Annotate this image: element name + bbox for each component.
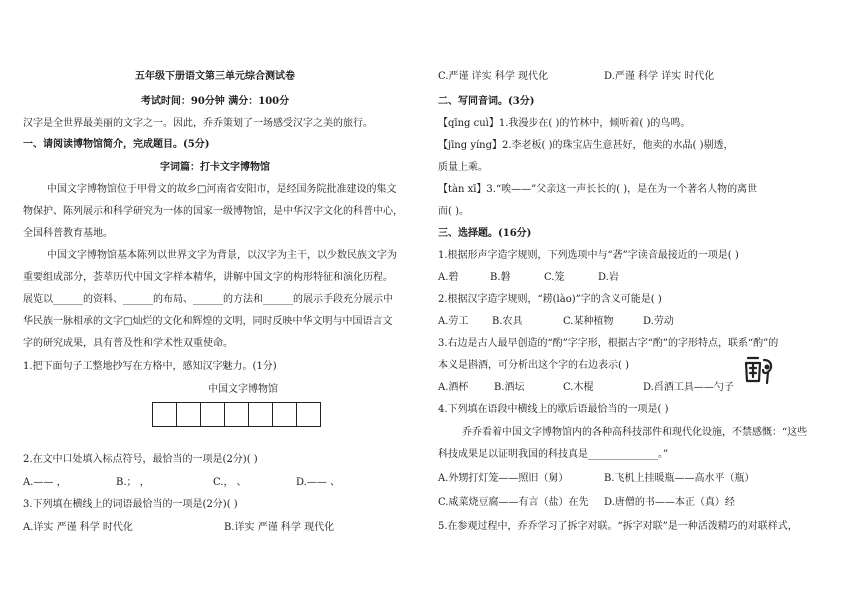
c2-option-a: A.劳工 [438,316,469,327]
c4-option-a: A.外甥打灯笼——照旧（舅） [438,473,569,484]
q2-option-c: C.， 、 [213,477,247,488]
c4-option-b: B.飞机上挂暖瓶——高水平（瓶） [604,473,755,484]
choice-1: 1.根据形声字造字规则，下列选项中与“砻”字读音最接近的一项是( ) [438,250,739,261]
c3-option-c: C.木棍 [563,382,594,393]
homophone-2-cont: 质量上乘。 [438,162,488,173]
q3-option-b: B.详实 严谨 科学 现代化 [224,522,335,533]
grid-cell[interactable] [176,402,201,427]
subsection-title: 字词篇：打卡文字博物馆 [160,162,270,173]
intro-text: 汉字是全世界最美丽的文字之一。因此，乔乔策划了一场感受汉字之美的旅行。 [23,118,373,129]
para2-line4: 华民族一脉相承的文字□灿烂的文化和辉煌的文明，同时反映中华文明与中国语言文 [23,316,393,327]
para1-line3: 全国科普教育基地。 [23,228,113,239]
para2-line1: 中国文字博物馆基本陈列以世界文字为背景，以汉字为主干，以少数民族文字为 [47,250,397,261]
c3-option-b: B.酒坛 [494,382,525,393]
page-title: 五年级下册语文第三单元综合测试卷 [135,71,295,82]
grid-cell[interactable] [272,402,297,427]
grid-cell[interactable] [224,402,249,427]
section-3-heading: 三、选择题。(16分) [438,228,532,239]
c1-option-c: C.笼 [544,272,565,283]
writing-grid[interactable] [152,402,320,427]
section-2-heading: 二、写同音词。(3分) [438,96,535,107]
c3-option-a: A.酒杯 [438,382,469,393]
q2-option-a: A.—— ， [23,477,67,488]
q3-option-a: A.详实 严谨 科学 时代化 [23,522,133,533]
choice-3: 3.右边是古人最早创造的“酌”字字形，根据古字“酌”的字形特点，联系“酌”的 [438,338,779,349]
para2-line5: 字的研究成果，具有普及性和学术性双重使命。 [23,338,233,349]
question-2: 2.在文中口处填入标点符号，最恰当的一项是(2分)( ) [23,454,258,465]
para1-line1: 中国文字博物馆位于甲骨文的故乡□河南省安阳市，是经国务院批准建设的集文 [47,184,397,195]
c3-option-d: D.舀酒工具——勺子 [643,382,734,393]
c2-option-c: C.某种植物 [563,316,614,327]
q3-option-c: C.严谨 详实 科学 现代化 [438,71,549,82]
c1-option-a: A.碧 [438,272,459,283]
c2-option-d: D.劳动 [643,316,674,327]
c1-option-b: B.磐 [490,272,511,283]
grid-cell[interactable] [296,402,321,427]
homophone-3-cont: 而( )。 [438,206,469,217]
choice-2: 2.根据汉字造字规则，“耢(lào)”字的含义可能是( ) [438,294,662,305]
para2-line2: 重要组成部分，荟萃历代中国文字样本精华，讲解中国文字的构形特征和演化历程。 [23,272,393,283]
c2-option-b: B.农具 [492,316,523,327]
ancient-zhuo-glyph-icon [742,352,776,386]
question-1: 1.把下面句子工整地抄写在方格中，感知汉字魅力。(1分) [23,361,277,372]
q2-option-d: D.—— 、 [296,477,341,488]
q3-option-d: D.严谨 科学 详实 时代化 [604,71,715,82]
q2-option-b: B.； ， [116,477,150,488]
copy-sentence: 中国文字博物馆 [208,384,278,395]
grid-cell[interactable] [152,402,177,427]
c4-option-c: C.咸菜烧豆腐——有言（盐）在先 [438,497,589,508]
question-3: 3.下列填在横线上的词语最恰当的一项是(2分)( ) [23,499,238,510]
grid-cell[interactable] [248,402,273,427]
choice-4-passage-1: 乔乔看着中国文字博物馆内的各种高科技部件和现代化设施，不禁感慨：“这些 [462,427,808,438]
choice-4: 4.下列填在语段中横线上的歇后语最恰当的一项是( ) [438,404,669,415]
choice-5: 5.在参观过程中，乔乔学习了拆字对联。“拆字对联”是一种活泼精巧的对联样式， [438,521,798,532]
homophone-3: 【tàn xī】3.“唉——”父亲这一声长长的( )，是在为一个著名人物的离世 [438,184,758,195]
para1-line2: 物保护、陈列展示和科学研究为一体的国家一级博物馆，是中华汉字文化的科普中心， [23,206,403,217]
choice-4-passage-2: 科技成果足以证明我国的科技真是______________。” [438,449,669,460]
section-1-heading: 一、请阅读博物馆简介，完成题目。(5分) [23,139,210,150]
exam-meta: 考试时间：90分钟 满分：100分 [140,96,290,107]
grid-cell[interactable] [200,402,225,427]
choice-3-cont: 本义是斟酒，可分析出这个字的右边表示( ) [438,360,629,371]
homophone-1: 【qīng cuì】1.我漫步在( )的竹林中，倾听着( )的鸟鸣。 [438,118,691,129]
para2-line3: 展览以______的资料、______的布局、______的方法和______的展示手段充分展示中 [23,294,393,305]
homophone-2: 【jīng yíng】2.李老板( )的珠宝店生意甚好，他卖的水晶( )剔透， [438,140,734,151]
c4-option-d: D.唐僧的书——本正（真）经 [604,497,735,508]
c1-option-d: D.岩 [598,272,619,283]
